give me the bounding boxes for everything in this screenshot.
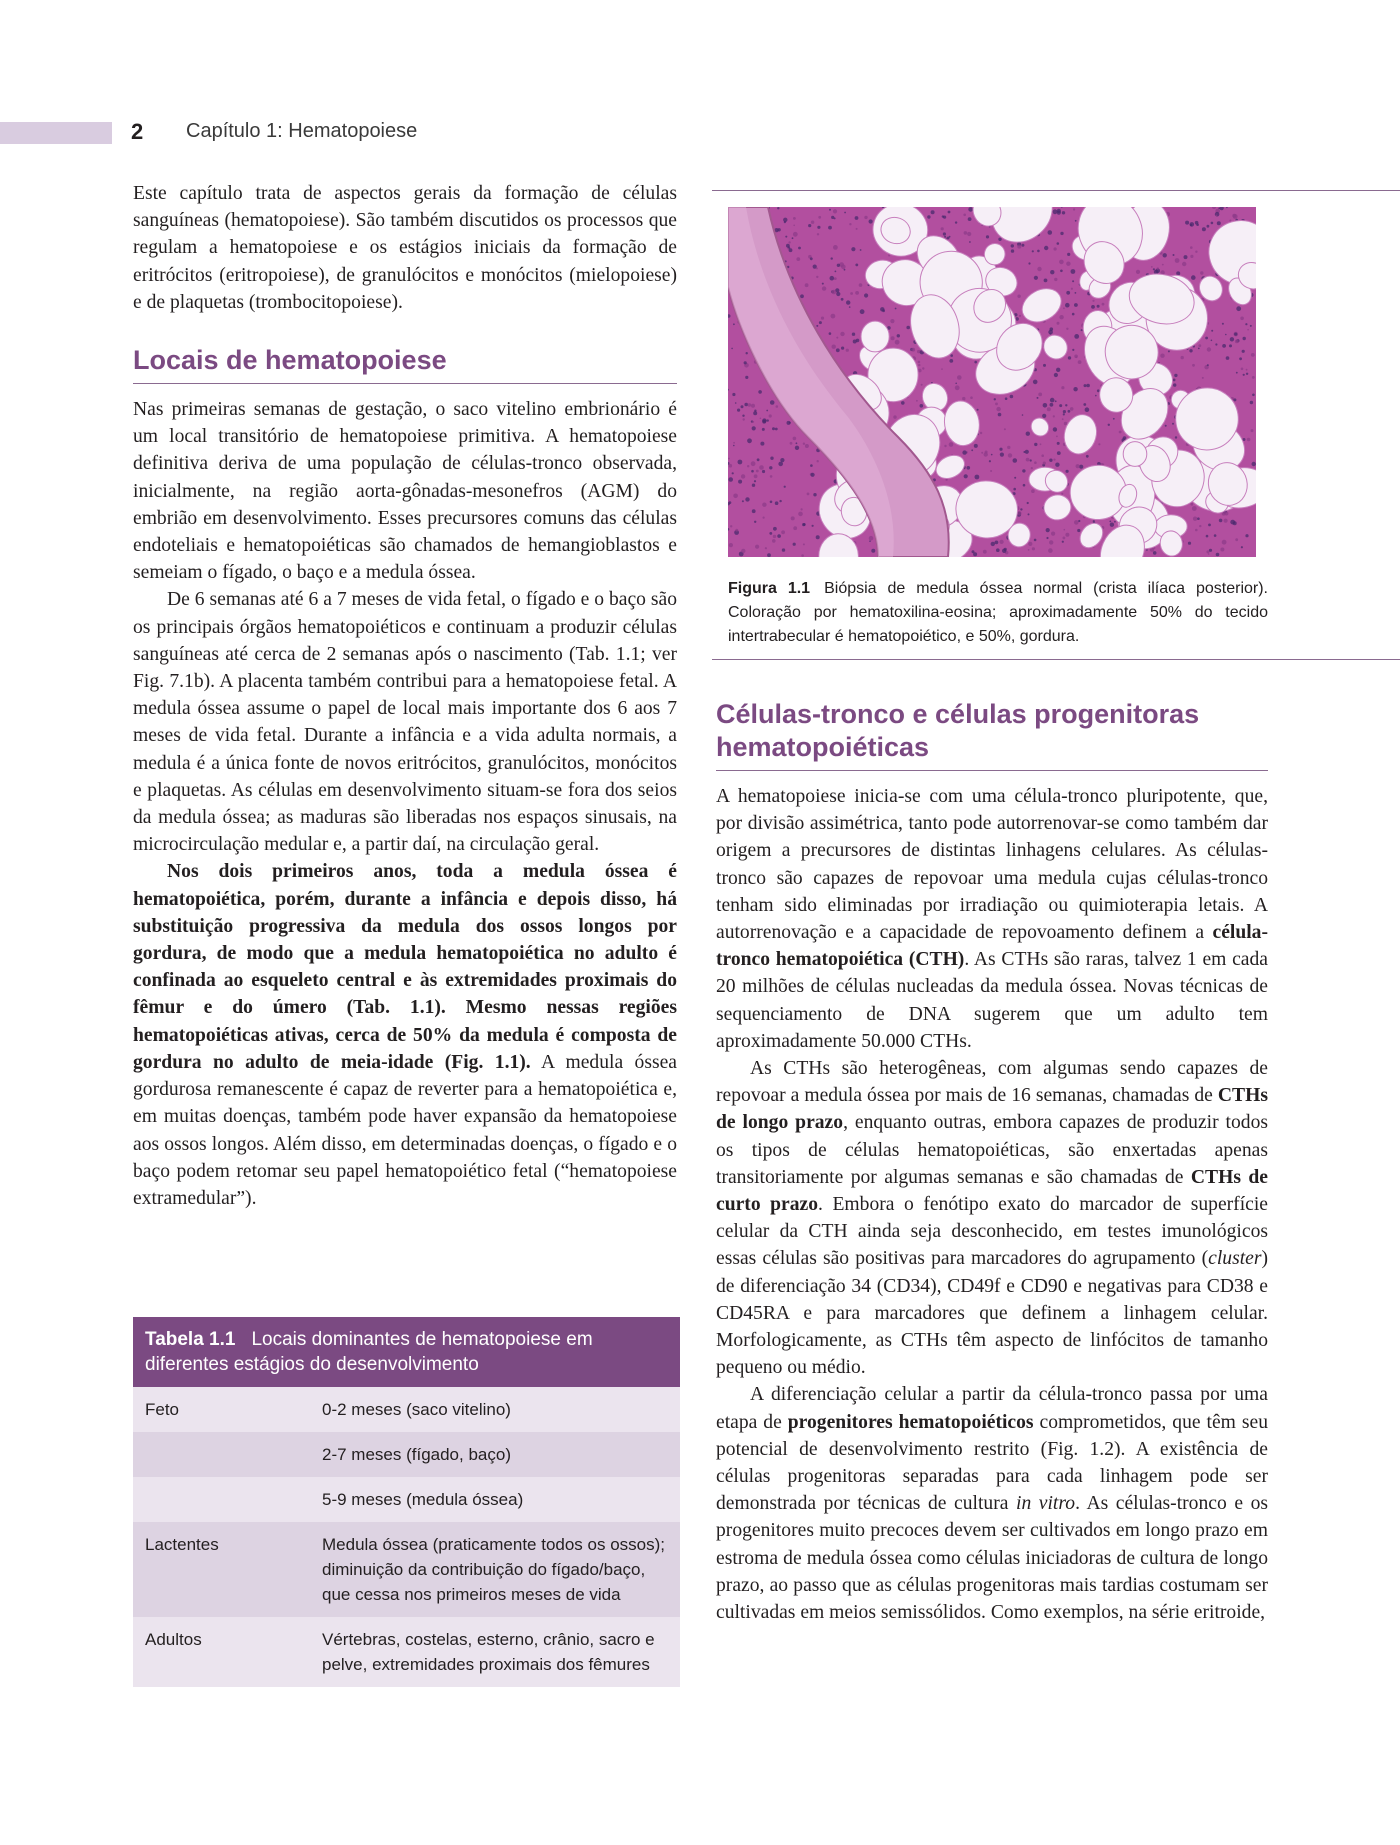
table-cell-site: Vértebras, costelas, esterno, crânio, sacro e pelve, extremidades proximais dos fêmures — [322, 1630, 655, 1674]
text-run: comprometidos, que têm seu potencial de desenvolvimento restrito (Fig. 1.2). A existência de células progenitoras separadas para cada linhagem pode ser demonstrada por técnicas de cultura — [716, 1411, 1268, 1515]
bold-term: progenitores hematopoiéticos — [787, 1411, 1034, 1433]
figure-1-1 — [712, 190, 1400, 660]
table-cell-site: 5-9 meses (medula óssea) — [322, 1490, 524, 1509]
table-cell-site: 0-2 meses (saco vitelino) — [322, 1400, 511, 1419]
table-header — [133, 1317, 680, 1387]
page-number: 2 — [131, 119, 144, 144]
table-cell-stage: Feto — [145, 1400, 180, 1419]
paragraph — [716, 783, 1268, 1055]
text-run: . As CTHs são raras, talvez 1 em cada 20 milhões de células nucleadas da medula óssea. Novas técnicas de sequenciamento de DNA sugerem que um adulto tem aproximadamente 50.000 CTHs. — [716, 949, 1268, 1052]
figure-caption — [728, 577, 1268, 649]
table-row — [133, 1477, 680, 1522]
table-cell-site: 2-7 meses (fígado, baço) — [322, 1445, 511, 1464]
text-run: A diferenciação celular a partir da célula-tronco passa por uma etapa de — [716, 1384, 1268, 1433]
table-1-1 — [133, 1317, 680, 1687]
table-row — [133, 1387, 680, 1432]
right-column — [716, 698, 1268, 1626]
bone-marrow-histology-image — [728, 207, 1256, 557]
paragraph — [716, 1055, 1268, 1381]
figure-caption-text: Biópsia de medula óssea normal (crista ilíaca posterior). Coloração por hematoxilina-eosina; aproximadamente 50% do tecido intertrabecular é hematopoiético, e 50%, gordura. — [728, 580, 1269, 645]
text-run: . As células-tronco e os progenitores muito precoces devem ser cultivados em longo prazo em estroma de medula óssea como células iniciadoras de cultura de longo prazo, ao passo que as células progenitoras mais tardias costumam ser cultivadas em meios semissólidos. Como exemplos, na série eritroide, — [716, 1493, 1268, 1624]
running-header-chapter: Capítulo 1: Hematopoiese — [186, 120, 418, 142]
table-cell-stage — [133, 1432, 322, 1477]
paragraph: De 6 semanas até 6 a 7 meses de vida fetal, o fígado e o baço são os principais órgãos hematopoiéticos e continuam a produzir células sanguíneas até cerca de 2 semanas após o nascimento (Tab. 1.1; ver Fig. 7.1b). A placenta também contribui para a hematopoiese fetal. A medula óssea assume o papel de local mais importante dos 6 aos 7 meses de vida fetal. Durante a infância e a vida adulta normais, a medula é a única fonte de novos eritrócitos, granulócitos, monócitos e plaquetas. As células em desenvolvimento situam-se fora dos seios da medula óssea; as maduras são liberadas nos espaços sinusais, na microcirculação medular e, a partir daí, na circulação geral. — [133, 589, 677, 856]
table-row — [133, 1522, 680, 1617]
italic-term: in vitro — [1016, 1493, 1076, 1515]
table-cell-stage: Adultos — [145, 1630, 202, 1649]
header-accent-bar — [0, 122, 112, 144]
intro-paragraph: Este capítulo trata de aspectos gerais da formação de células sanguíneas (hematopoiese). São também discutidos os processos que regulam a hematopoiese e os estágios iniciais da formação de eritrócitos (eritropoiese), de granulócitos e monócitos (mielopoiese) e de plaquetas (trombocitopoiese). — [133, 183, 677, 313]
table-row — [133, 1432, 680, 1477]
text-run: , enquanto outras, embora capazes de produzir todos os tipos de células hematopoiéticas, são enxertadas apenas transitoriamente por algumas semanas e são chamadas de — [716, 1112, 1269, 1188]
italic-term: cluster — [1208, 1248, 1262, 1270]
text-run: . Embora o fenótipo exato do marcador de superfície celular da CTH ainda seja desconhecido, em testes imunológicos essas células são positivas para marcadores do agrupamento ( — [716, 1194, 1268, 1270]
text-run: A medula óssea gordurosa remanescente é capaz de reverter para a hematopoiética e, em muitas doenças, também pode haver expansão da hematopoiese aos ossos longos. Além disso, em determinadas doenças, o fígado e o baço podem retomar seu papel hematopoiético fetal (“hematopoiese extramedular”). — [133, 1051, 677, 1209]
bold-term: CTHs de longo prazo — [716, 1085, 1268, 1134]
paragraph — [133, 858, 677, 1212]
table-cell-stage — [133, 1477, 322, 1522]
section-heading-locais: Locais de hematopoiese — [133, 344, 677, 384]
text-run: ) de diferenciação 34 (CD34), CD49f e CD90 e negativas para CD38 e CD45RA e para marcadores que definem a linhagem celular. Morfologicamente, as CTHs têm aspecto de linfócitos de tamanho pequeno ou médio. — [716, 1248, 1268, 1379]
bold-text: Nos dois primeiros anos, toda a medula óssea é hematopoiética, porém, durante a infância e depois disso, há substituição progressiva da medula dos ossos longos por gordura, de modo que a medula hematopoiética no adulto é confinada ao esqueleto central e às extremidades proximais do fêmur e do úmero (Tab. 1.1). Mesmo nessas regiões hematopoiéticas ativas, cerca de 50% da medula é composta de gordura no adulto de meia-idade (Fig. 1.1). — [133, 861, 677, 1073]
left-column — [133, 180, 677, 1212]
text-run: As CTHs são heterogêneas, com algumas sendo capazes de repovoar a medula óssea por mais de 16 semanas, chamadas de — [716, 1058, 1268, 1107]
bold-term: CTHs de curto prazo — [716, 1166, 1268, 1216]
text-run: A hematopoiese inicia-se com uma célula-tronco pluripotente, que, por divisão assimétrica, tanto pode autorrenovar-se como também dar origem a precursores de distintas linhagens celulares. As células-tronco são capazes de repovoar uma medula cujas células-tronco tenham sido eliminadas por irradiação ou quimioterapia letais. A autorrenovação e a capacidade de repovoamento definem a — [716, 786, 1268, 944]
paragraph — [716, 1381, 1268, 1626]
paragraph: Nas primeiras semanas de gestação, o saco vitelino embrionário é um local transitório de hematopoiese primitiva. A hematopoiese definitiva deriva de uma população de células-tronco observada, inicialmente, na região aorta-gônadas-mesonefros (AGM) do embrião em desenvolvimento. Esses precursores comuns das células endoteliais e hematopoiéticas são chamados de hemangioblastos e semeiam o fígado, o baço e a medula óssea. — [133, 399, 677, 584]
bold-term: célula-tronco hematopoiética (CTH) — [716, 922, 1268, 971]
table-cell-stage: Lactentes — [145, 1535, 219, 1554]
figure-label: Figura 1.1 — [728, 580, 811, 597]
table-title: Locais dominantes de hematopoiese em diferentes estágios do desenvolvimento — [145, 1329, 593, 1375]
section-heading-celulas-tronco: Células-tronco e células progenitoras hematopoiéticas — [716, 698, 1268, 771]
table-cell-site: Medula óssea (praticamente todos os ossos); diminuição da contribuição do fígado/baço, que cessa nos primeiros meses de vida — [322, 1535, 666, 1604]
table-label: Tabela 1.1 — [145, 1329, 236, 1350]
table-row — [133, 1617, 680, 1687]
